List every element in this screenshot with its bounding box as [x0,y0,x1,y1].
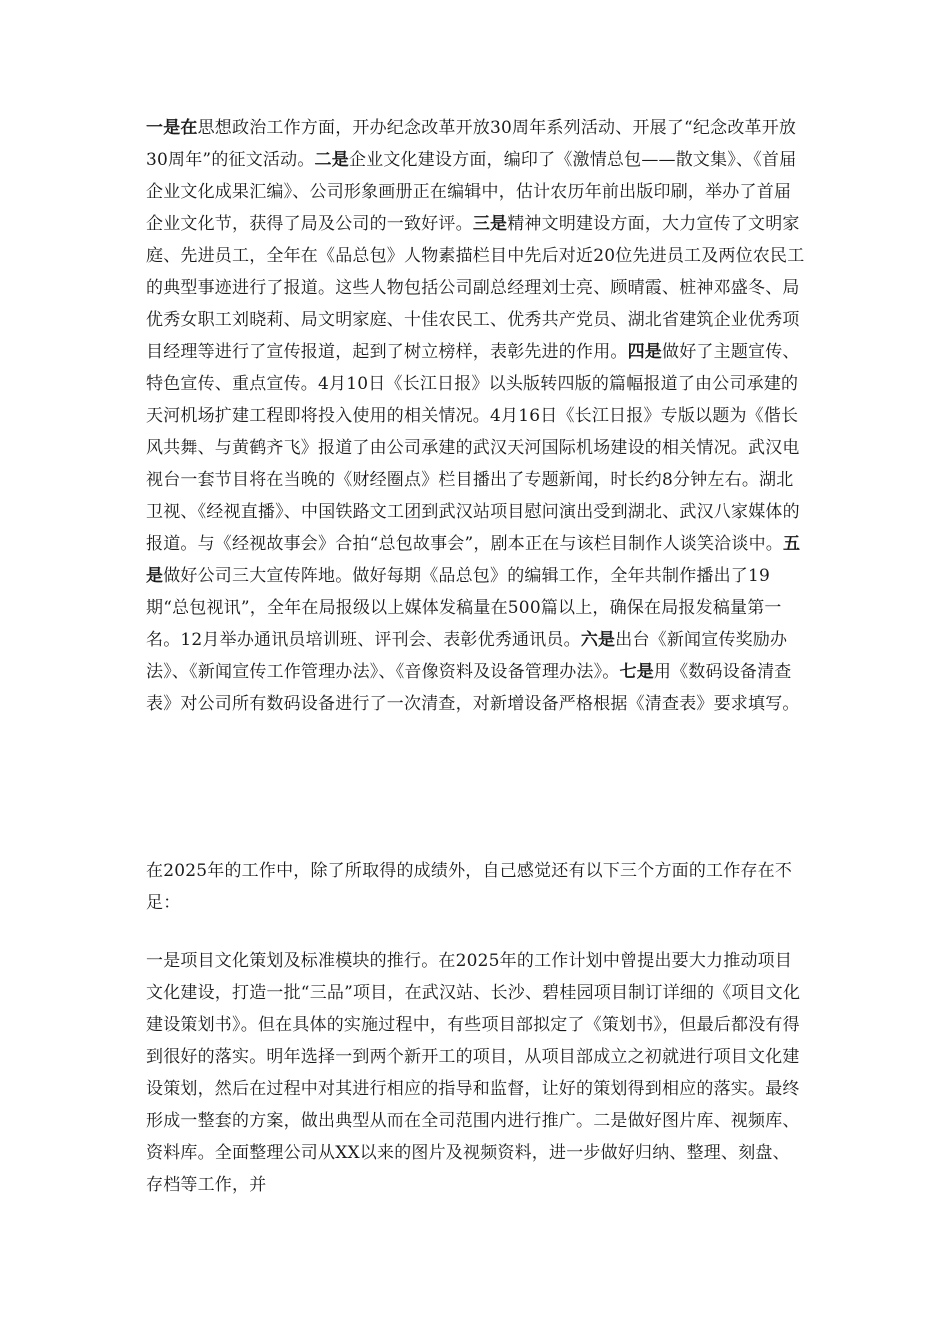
text-segment: 一是项目文化策划及标准模块的推行。在2025年的工作计划中曾提出要大力推动项目文化建设，打造一批“三品”项目，在武汉站、长沙、碧桂园项目制订详细的《项目文化建设策划书》。但在具体的实施过程中，有些项目部拟定了《策划书》，但最后都没有得到很好的落实。明年选择一到两个新开工的项目，从项目部成立之初就进行项目文化建设策划，然后在过程中对其进行相应的指导和监督，让好的策划得到相应的落实。最终形成一整套的方案，做出典型从而在全司范围内进行推广。二是做好图片库、视频库、资料库。全面整理公司从XX以来的图片及视频资料，进一步做好归纳、整理、刻盘、存档等工作，并 [146,951,801,1195]
text-segment: 思想政治工作方面，开办纪念改革开放30周年系列活动、开展了“纪念改革开放30周年”的征文活动。 [146,118,797,170]
keyword-seventh: 七是 [619,662,654,682]
text-segment: 做好公司三大宣传阵地。做好每期《品总包》的编辑工作，全年共制作播出了19期“总包视讯”，全年在局报级以上媒体发稿量在500篇以上，确保在局报发稿量第一名。12月举办通讯员培训班、评刊会、表彰优秀通讯员。 [146,566,782,650]
keyword-second: 二是 [314,150,349,170]
paragraph-text [146,855,806,919]
text-segment: 做好了主题宣传、特色宣传、重点宣传。4月10日《长江日报》以头版转四版的篇幅报道了由公司承建的天河机场扩建工程即将投入使用的相关情况。4月16日《长江日报》专版以题为《偕长风共舞、与黄鹤齐飞》报道了由公司承建的武汉天河国际机场建设的相关情况。武汉电视台一套节目将在当晚的《财经圈点》栏目播出了专题新闻，时长约8分钟左右。湖北卫视、《经视直播》、中国铁路文工团到武汉站项目慰问演出受到湖北、武汉八家媒体的报道。与《经视故事会》合拍“总包故事会”，剧本正在与该栏目制作人谈笑洽谈中。 [146,342,800,554]
paragraph-text [146,945,806,1201]
paragraph-shortcomings-detail [146,945,806,1201]
text-segment: 用《数码设备清查表》对公司所有数码设备进行了一次清查，对新增设备严格根据《清查表》要求填写。 [146,662,800,714]
text-segment: 出台《新闻宣传奖励办法》、《新闻宣传工作管理办法》、《音像资料及设备管理办法》。 [146,630,788,682]
paragraph-shortcomings-intro [146,855,806,919]
text-segment: 精神文明建设方面，大力宣传了文明家庭、先进员工，全年在《品总包》人物素描栏目中先后对近20位先进员工及两位农民工的典型事迹进行了报道。这些人物包括公司副总经理刘士亮、顾晴霞、桩神邓盛冬、局优秀女职工刘晓莉、局文明家庭、十佳农民工、优秀共产党员、湖北省建筑企业优秀项目经理等进行了宣传报道，起到了树立榜样，表彰先进的作用。 [146,214,805,362]
paragraph-text [146,112,806,720]
keyword-fourth: 四是 [627,342,663,362]
keyword-fifth: 五是 [146,534,801,586]
keyword-sixth: 六是 [580,630,616,650]
paragraph-achievements [146,112,806,720]
keyword-first: 一是在 [146,118,198,138]
text-segment: 企业文化建设方面，编印了《激情总包——散文集》、《首届企业文化成果汇编》、公司形象画册正在编辑中，估计农历年前出版印刷，举办了首届企业文化节，获得了局及公司的一致好评。 [146,150,797,234]
text-segment: 在2025年的工作中，除了所取得的成绩外，自己感觉还有以下三个方面的工作存在不足： [146,861,793,913]
keyword-third: 三是 [472,214,508,234]
